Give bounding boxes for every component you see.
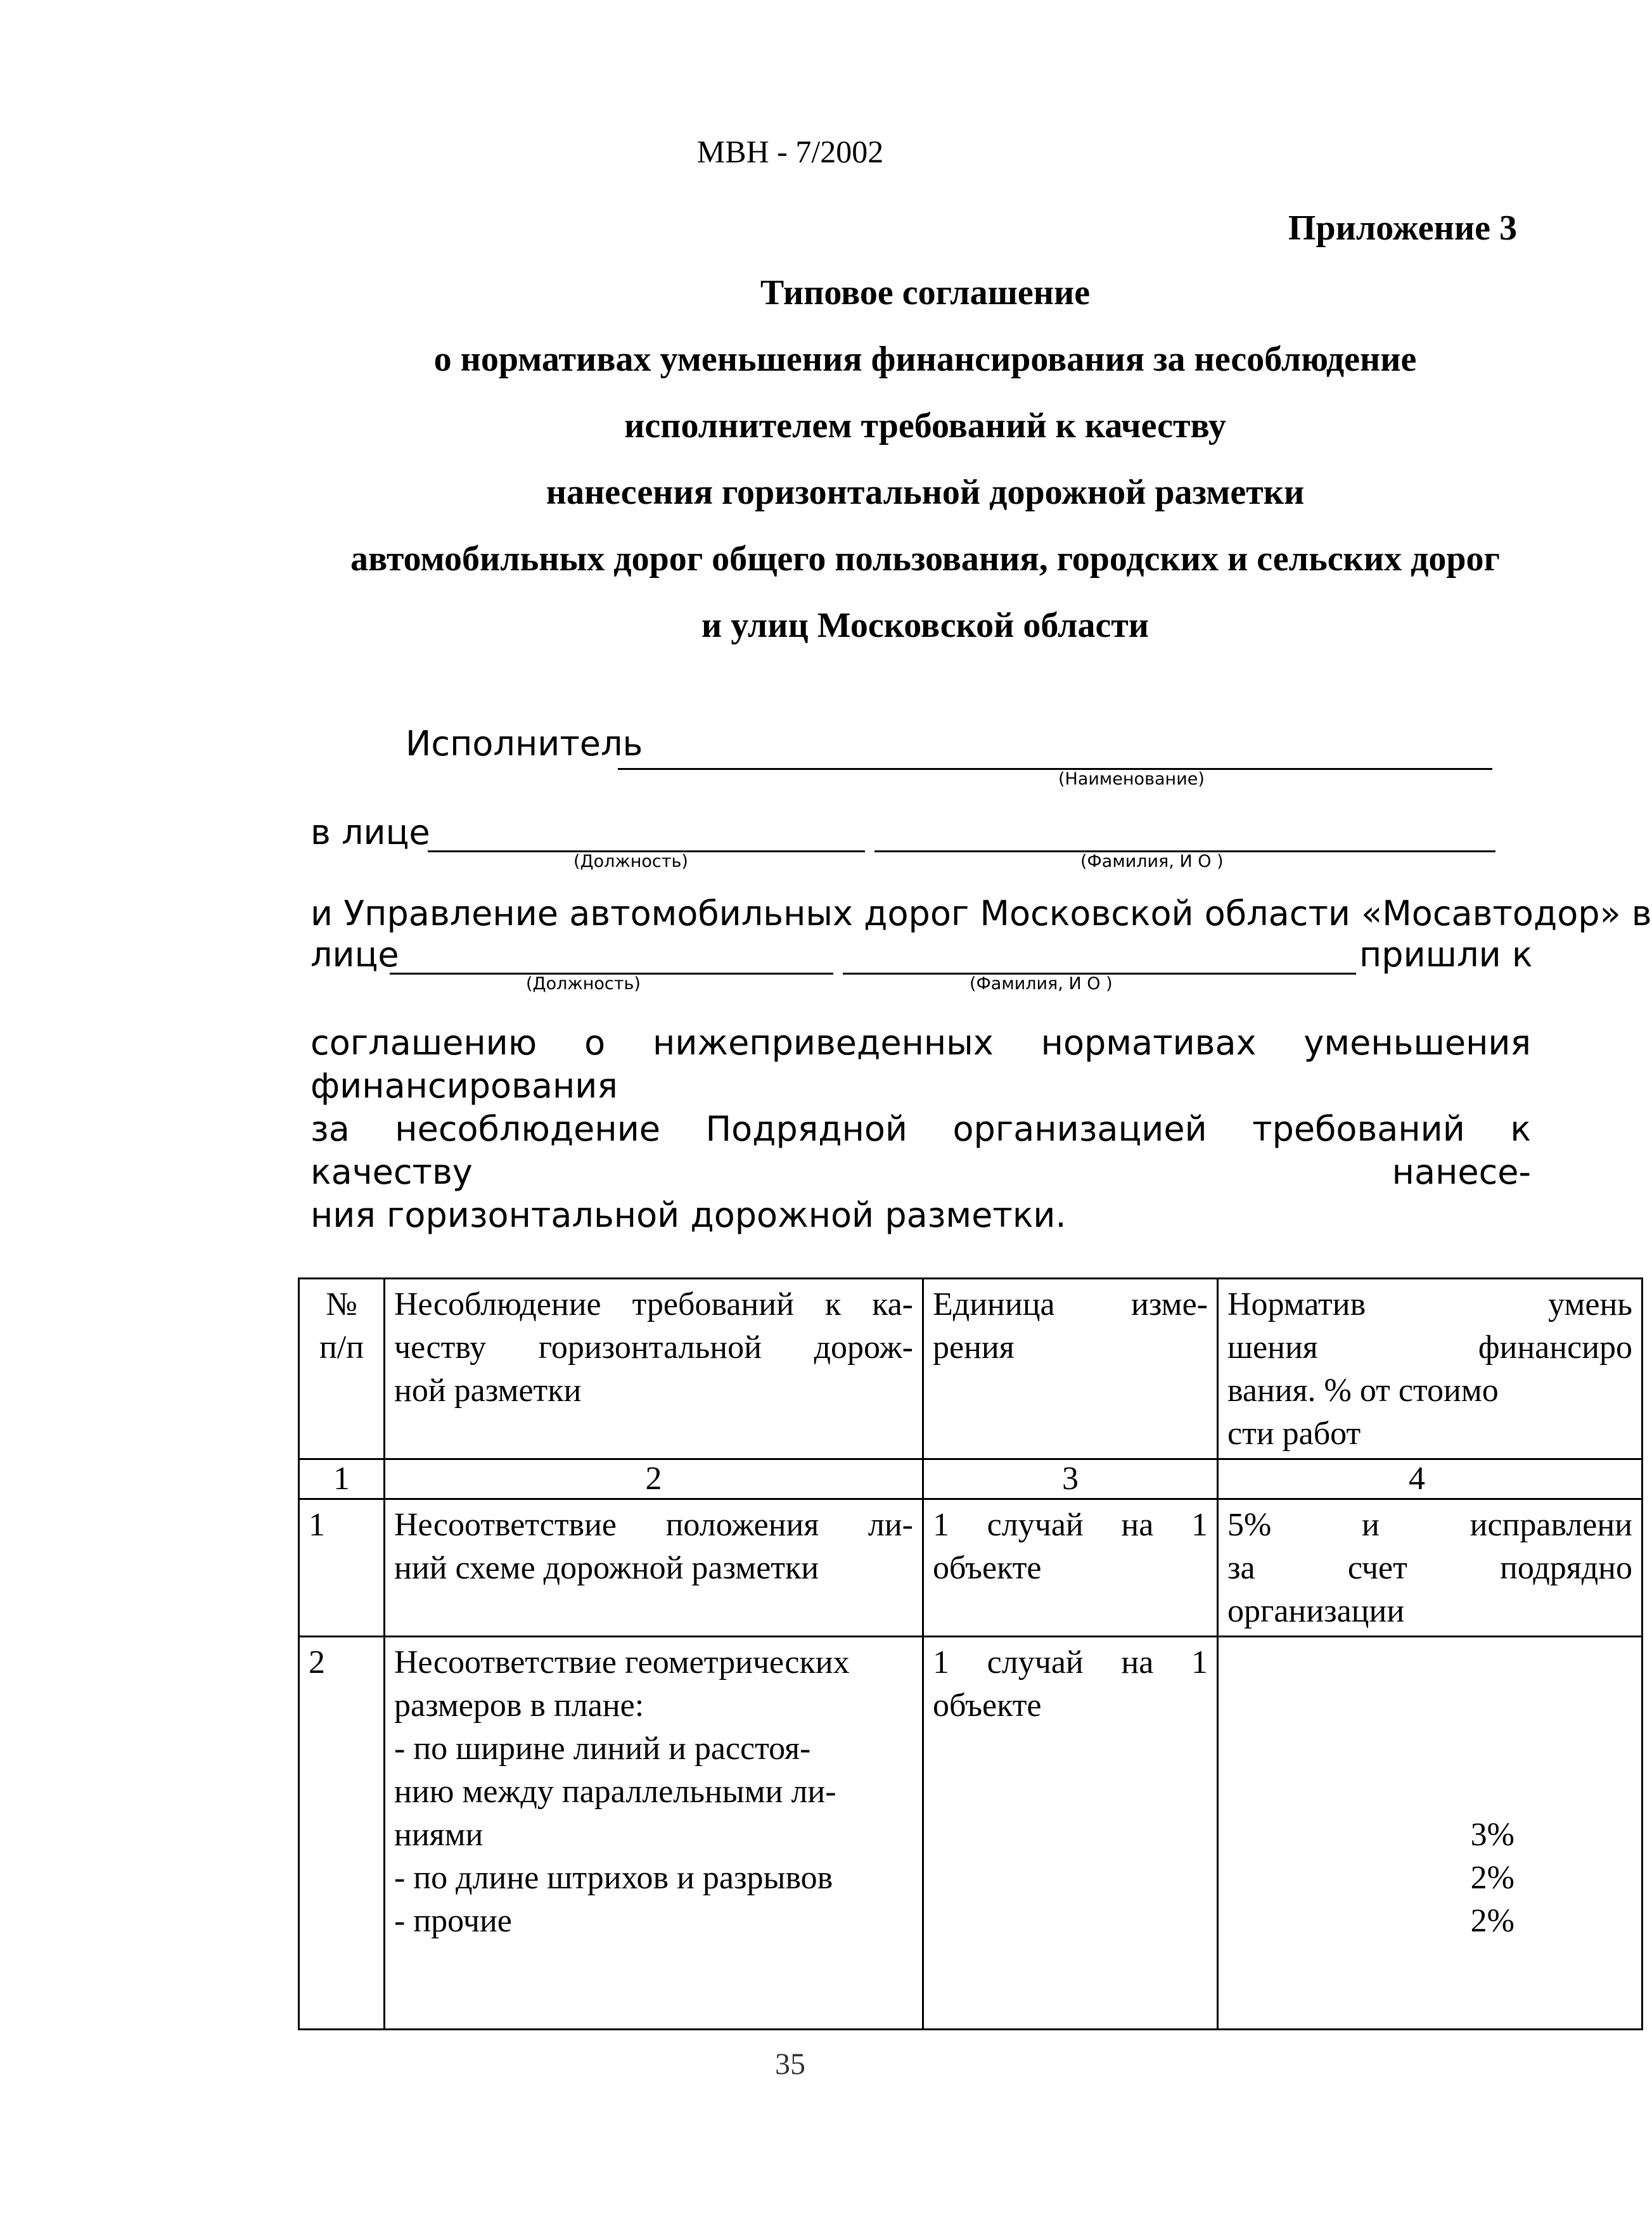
admin-person-label: лице <box>311 935 399 975</box>
title-line: и улиц Московской области <box>701 606 1149 645</box>
header-text: № <box>326 1286 357 1322</box>
title-line: Типовое соглашение <box>760 273 1091 312</box>
header-num <box>299 1279 385 1459</box>
table-column-numbers-row <box>299 1459 1642 1499</box>
title-line: исполнителем требований к качеству <box>624 406 1226 445</box>
column-number: 1 <box>299 1459 385 1499</box>
cell-text: размеров в плане: <box>394 1687 644 1724</box>
header-text: Несоблюдение требований к ка- <box>394 1286 913 1322</box>
fio-caption: (Фамилия, И О ) <box>1080 852 1224 871</box>
admin-line: и Управление автомобильных дорог Московской области «Мосавтодор» в <box>311 893 1652 933</box>
row-num: 2 <box>299 1637 385 2030</box>
cell-text: за счет подрядно <box>1227 1550 1632 1586</box>
header-unit <box>923 1279 1218 1459</box>
cell-text: объекте <box>933 1687 1042 1724</box>
cell-text: объекте <box>933 1550 1042 1586</box>
row-violation <box>385 1499 923 1637</box>
header-text: ной разметки <box>394 1373 582 1409</box>
header-text: шения финансиро <box>1227 1329 1632 1366</box>
column-number: 4 <box>1218 1459 1642 1499</box>
cell-text: нию между параллельными ли- <box>394 1774 836 1810</box>
column-number: 3 <box>923 1459 1218 1499</box>
appendix-label: Приложение 3 <box>1288 208 1517 248</box>
table-row <box>299 1499 1642 1637</box>
paragraph-line: ния горизонтальной дорожной разметки. <box>311 1195 1066 1235</box>
title-line: нанесения горизонтальной дорожной разметки <box>546 473 1305 512</box>
title-line: о нормативах уменьшения финансирования за несоблюдение <box>433 340 1417 379</box>
header-norm <box>1218 1279 1642 1459</box>
header-text: Единица изме- <box>933 1286 1208 1322</box>
paragraph-line: за несоблюдение Подрядной организацией требований к качеству нанесе- <box>311 1109 1531 1192</box>
executor-blank <box>618 768 1492 770</box>
header-violation <box>385 1279 923 1459</box>
header-text: Норматив умень <box>1227 1286 1632 1322</box>
header-text: вания. % от стоимо <box>1227 1373 1499 1409</box>
admin-position-caption: (Должность) <box>526 974 641 994</box>
cell-text: - прочие <box>394 1903 512 1939</box>
admin-fio-caption: (Фамилия, И О ) <box>970 974 1113 994</box>
cell-text: 5% и исправлени <box>1227 1507 1632 1543</box>
norms-table <box>298 1277 1643 2030</box>
cell-text: - по ширине линий и расстоя- <box>394 1731 811 1767</box>
table-row <box>299 1637 1642 2030</box>
header-text: п/п <box>319 1329 364 1366</box>
table-header-row <box>299 1279 1642 1459</box>
row-unit <box>923 1637 1218 2030</box>
cell-text: ниями <box>394 1817 483 1853</box>
header-text: рения <box>933 1329 1015 1366</box>
cell-text: 3% <box>1470 1817 1514 1853</box>
executor-label: Исполнитель <box>406 724 643 764</box>
norms-table-wrapper <box>298 1277 1632 2021</box>
cell-text: 1 случай на 1 <box>933 1507 1208 1543</box>
page-number: 35 <box>775 2047 805 2081</box>
agreement-paragraph <box>311 1021 1531 1237</box>
cell-text: 1 случай на 1 <box>933 1644 1208 1681</box>
header-text: честву горизонтальной дорож- <box>394 1329 913 1366</box>
row-violation <box>385 1637 923 2030</box>
name-caption: (Наименование) <box>1058 769 1205 789</box>
cell-text: 2% <box>1470 1903 1514 1939</box>
position-caption: (Должность) <box>573 852 688 871</box>
header-text: сти работ <box>1227 1416 1361 1452</box>
row-num: 1 <box>299 1499 385 1637</box>
cell-text: Несоответствие геометрических <box>394 1644 850 1681</box>
row-unit <box>923 1499 1218 1637</box>
cell-text: 2% <box>1470 1860 1514 1896</box>
admin-tail: пришли к <box>1359 935 1533 975</box>
cell-text: организации <box>1227 1593 1405 1629</box>
row-norm <box>1218 1637 1642 2030</box>
cell-text: - по длине штрихов и разрывов <box>394 1860 833 1896</box>
column-number: 2 <box>385 1459 923 1499</box>
document-code: МВН - 7/2002 <box>696 134 884 169</box>
paragraph-line: соглашению о нижеприведенных нормативах уменьшения финансирования <box>311 1023 1531 1106</box>
title-line: автомобильных дорог общего пользования, городских и сельских дорог <box>350 539 1500 579</box>
row-norm <box>1218 1499 1642 1637</box>
person-label: в лице <box>311 812 430 852</box>
cell-text: Несоответствие положения ли- <box>394 1507 913 1543</box>
cell-text: ний схеме дорожной разметки <box>394 1550 819 1586</box>
